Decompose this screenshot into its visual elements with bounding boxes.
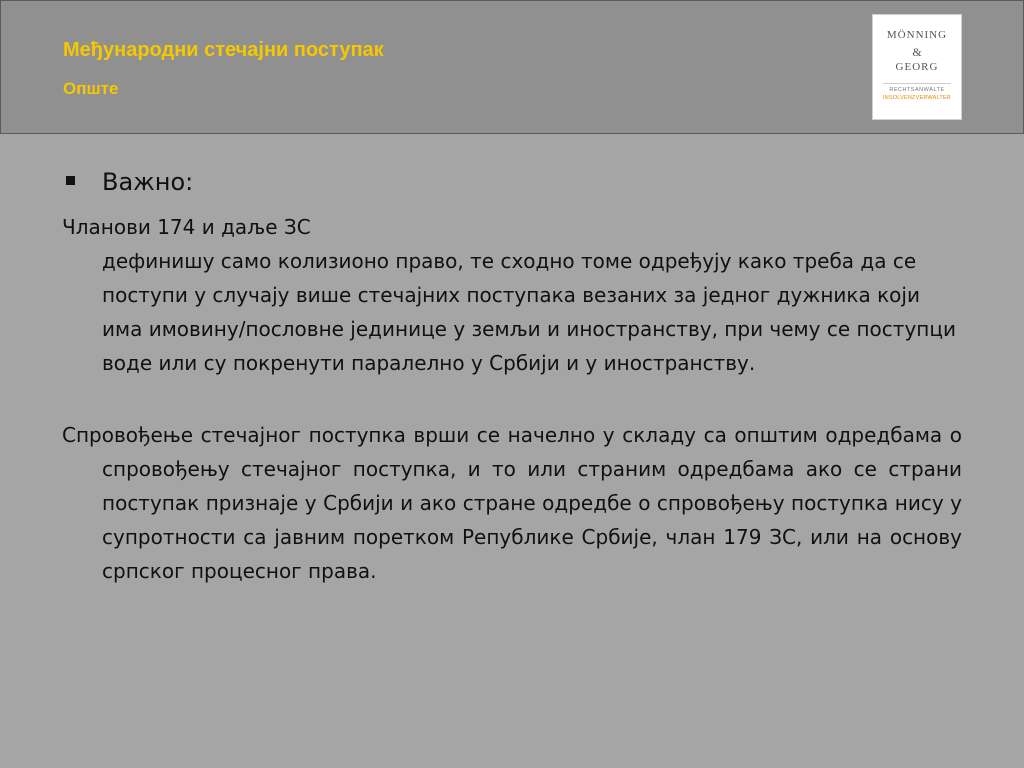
paragraph-1 [62,210,962,380]
logo-line-5: INSOLVENZVERWALTER [883,95,951,101]
slide-content [62,166,962,588]
paragraph-2: Спровођење стечајног поступка врши се начелно у складу са општим одредбама о спровођењу стечајног поступка, и то или страним одредбама ако се страни поступак признаје у Србији и ако стране одредбе о спровођењу поступка нису у супротности са јавним поретком Републике Србије, члан 179 ЗС, или на основу српског процесног права. [62,423,962,583]
logo-line-1: MÖNNING [886,29,948,41]
slide-header [0,0,1024,134]
bullet-text: Важно: [102,168,194,196]
slide-subtitle: Опште [63,79,119,98]
slide-title: Међународни стечајни поступак [63,39,384,61]
square-bullet-icon [66,176,75,185]
logo-line-3: GEORG [895,61,939,73]
paragraph-1-body: дефинишу само колизионо право, те сходно томе одређују како треба да се поступи у случају више стечајних поступака везаних за једног дужника који има имовину/пословне јединице у земљи и иностранству, при чему се поступци воде или су покренути паралелно у Србији и у иностранству. [102,249,956,375]
logo-line-2: & [912,45,922,59]
logo-line-4: RECHTSANWÄLTE [889,87,945,93]
bullet-item [62,166,962,206]
logo-divider [883,83,951,84]
company-logo [872,14,962,120]
paragraph-1-lead: Чланови 174 и даље ЗС [62,215,311,239]
